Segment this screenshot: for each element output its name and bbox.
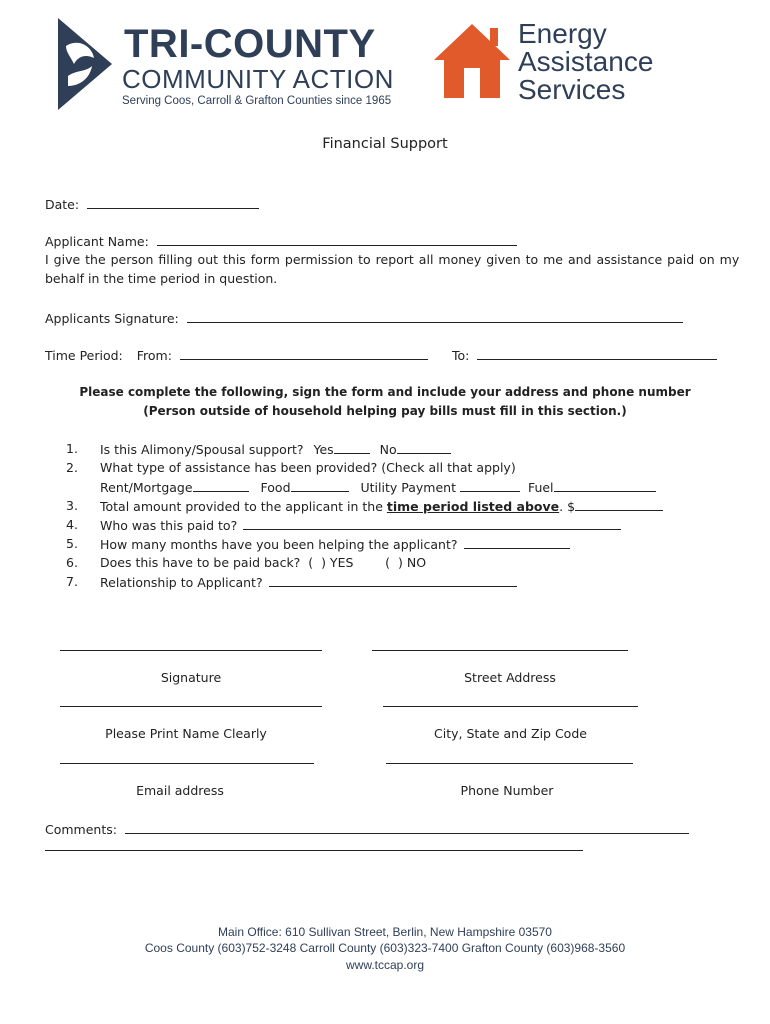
assistance-type-options: [100, 479, 656, 495]
question-4: [0, 517, 770, 537]
food-label: Food: [260, 480, 291, 495]
rent-mortgage-label: Rent/Mortgage: [100, 480, 193, 495]
permission-text-2: behalf in the time period in question.: [45, 271, 278, 286]
comments-label: Comments:: [45, 822, 117, 837]
time-period-emphasis: time period listed above: [386, 499, 560, 514]
applicant-signature-row: [45, 310, 683, 326]
footer-counties: Coos County (603)752-3248 Carroll County (603)323-7400 Grafton County (603)968-3560: [144, 941, 626, 955]
relationship-field[interactable]: [269, 574, 517, 587]
utility-payment-label: Utility Payment: [360, 480, 456, 495]
question-number: 4.: [66, 517, 78, 532]
question-text: Is this Alimony/Spousal support?: [100, 442, 304, 457]
date-row: [45, 196, 259, 212]
question-text: What type of assistance has been provided? (Check all that apply): [100, 460, 516, 475]
applicant-name-row: [45, 233, 517, 249]
logo-tagline: Serving Coos, Carroll & Grafton Counties since 1965: [122, 95, 392, 107]
utility-payment-field[interactable]: [460, 479, 520, 492]
no-label: No: [379, 442, 397, 457]
question-number: 3.: [66, 498, 78, 513]
question-text: Total amount provided to the applicant in the: [100, 499, 387, 514]
street-address-field[interactable]: [372, 650, 628, 651]
question-number: 1.: [66, 441, 78, 456]
applicant-name-label: Applicant Name:: [45, 234, 149, 249]
footer-office: Main Office: 610 Sullivan Street, Berlin, New Hampshire 03570: [218, 925, 552, 939]
to-field[interactable]: [477, 347, 717, 360]
phone-field[interactable]: [386, 763, 633, 764]
to-label: To:: [452, 348, 470, 363]
permission-text: I give the person filling out this form permission to report all money given to me and assistance paid on my: [45, 252, 740, 267]
question-text: Does this have to be paid back? ( ) YES ( ) NO: [100, 555, 427, 570]
question-text: Relationship to Applicant?: [100, 575, 263, 590]
question-6: [0, 555, 770, 575]
instructions-line-2: (Person outside of household helping pay bills must fill in this section.): [143, 404, 627, 418]
energy-assistance-logo: [432, 18, 682, 105]
time-period-label: Time Period:: [45, 348, 123, 363]
yes-label: Yes: [313, 442, 334, 457]
email-label: Email address: [136, 783, 224, 798]
street-address-label: Street Address: [464, 670, 556, 685]
phone-label: Phone Number: [460, 783, 554, 798]
comments-field[interactable]: [125, 821, 689, 834]
paid-to-field[interactable]: [243, 517, 621, 530]
house-icon: [432, 20, 512, 100]
question-7: [0, 574, 770, 594]
logo-tri-county: TRI-COUNTY: [124, 22, 376, 66]
applicant-name-field[interactable]: [157, 233, 517, 246]
question-2: [0, 460, 770, 480]
applicant-signature-field[interactable]: [187, 310, 683, 323]
email-field[interactable]: [60, 763, 314, 764]
total-amount-field[interactable]: [575, 498, 663, 511]
rent-mortgage-field[interactable]: [193, 479, 249, 492]
question-text-end: . $: [559, 499, 576, 514]
logo-community-action: COMMUNITY ACTION: [122, 64, 394, 94]
fuel-field[interactable]: [554, 479, 656, 492]
from-label: From:: [136, 348, 172, 363]
fuel-label: Fuel: [527, 480, 554, 495]
date-field[interactable]: [87, 196, 259, 209]
city-state-zip-field[interactable]: [383, 706, 638, 707]
question-3: [0, 498, 770, 518]
logo-services: Services: [518, 74, 626, 105]
print-name-label: Please Print Name Clearly: [105, 726, 267, 741]
food-field[interactable]: [291, 479, 349, 492]
yes-field[interactable]: [334, 441, 370, 454]
city-state-zip-label: City, State and Zip Code: [434, 726, 587, 741]
page-title: Financial Support: [322, 136, 448, 152]
logo-assistance: Assistance: [518, 46, 654, 77]
instructions-line-1: Please complete the following, sign the form and include your address and phone number: [79, 385, 691, 399]
to-row: [452, 347, 717, 363]
question-number: 5.: [66, 536, 78, 551]
comments-row: [45, 821, 689, 837]
months-helping-field[interactable]: [464, 536, 570, 549]
date-label: Date:: [45, 197, 80, 212]
tri-county-logo: [56, 16, 396, 112]
tri-county-emblem-icon: [56, 16, 120, 112]
comments-field-line-2[interactable]: [45, 850, 583, 851]
question-1: [0, 441, 770, 461]
applicant-signature-label: Applicants Signature:: [45, 311, 179, 326]
signature-label: Signature: [160, 670, 222, 685]
print-name-field[interactable]: [60, 706, 322, 707]
footer-website: www.tccap.org: [345, 958, 425, 972]
from-field[interactable]: [180, 347, 428, 360]
no-field[interactable]: [397, 441, 451, 454]
time-period-row: [45, 347, 428, 363]
question-number: 6.: [66, 555, 78, 570]
logo-energy: Energy: [518, 18, 607, 49]
signature-field[interactable]: [60, 650, 322, 651]
question-text: How many months have you been helping the applicant?: [100, 537, 458, 552]
question-number: 7.: [66, 574, 78, 589]
question-text: Who was this paid to?: [100, 518, 238, 533]
question-5: [0, 536, 770, 556]
question-number: 2.: [66, 460, 78, 475]
